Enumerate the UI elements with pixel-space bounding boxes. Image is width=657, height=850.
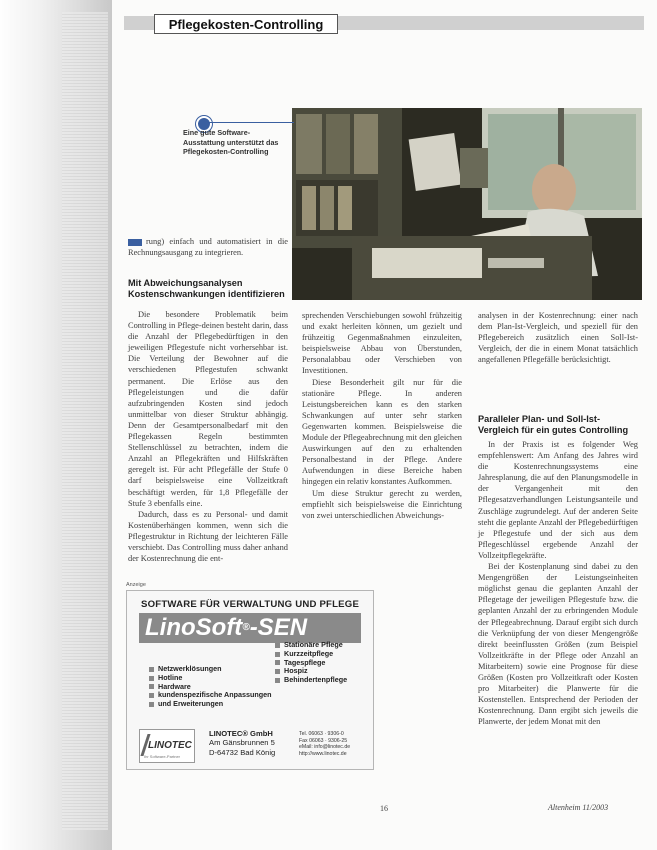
page-number: 16 — [380, 804, 388, 813]
col2-body — [302, 310, 462, 521]
ad-list-item: Hospiz — [275, 667, 347, 676]
page-edges — [62, 12, 108, 830]
col1-paragraph: Die besondere Problematik beim Controlling in Pflege-deinen besteht darin, dass die Anzahl der Pflegebedürftigen in den jeweiligen Pflegestufe nicht vorhersehbar ist. Die Verteilung der Bewohner auf die verschiedenen Pflegestufen schwankt permanent. Die Erlöse aus den Pflegeleistungen und die dafür aufzubringenden Kosten sind jedoch unmittelbar von dieser Struktur abhängig. Denn der Gesamtpersonalbedarf mit den Pflegekassen Regeln bestimmten Stellenschlüssel zu betrachten, indem die Anzahl an Pflegekräften und Hilfskräften geregelt ist. Für acht Pflegefälle der Stufe 0 darf beispielsweise eine Vollzeitkraft beschäftigt werden, für 1,8 Pflegefälle der Stufe 3 ebenfalls eine. — [128, 310, 288, 508]
col3-paragraph: analysen in der Kostenrechnung: einer nach dem Plan-Ist-Vergleich, und speziell für den Pflegebereich zusätzlich einen Soll-Ist-Vergleich, der die in einem Monat tatsächlich angefallenen Pflegefälle berücksichtigt. — [478, 311, 638, 365]
ad-list-item: Kurzzeitpflege — [275, 650, 347, 659]
ad-address — [209, 729, 275, 757]
ad-list-item: Hardware — [149, 683, 272, 692]
footer-source: Altenheim 11/2003 — [548, 803, 609, 812]
ad-label: Anzeige — [126, 582, 146, 588]
caption-leader-line — [208, 122, 294, 123]
logo-subtitle: Ihr Software-Partner — [144, 754, 181, 759]
section-title: Pflegekosten-Controlling — [154, 14, 338, 34]
ad-reg-mark: ® — [242, 622, 250, 633]
linotec-logo — [139, 729, 195, 763]
ad-email: eMail: info@linotec.de — [299, 744, 351, 751]
ad-street: Am Gänsbrunnen 5 — [209, 738, 275, 748]
ad-phone: Tel. 06063 · 9306-0 — [299, 731, 344, 737]
col2-paragraph: sprechenden Verschiebungen sowohl frühzeitig und exakt herleiten können, um gezielt und frühzeitig Gegenmaßnahmen einzuleiten, beispielsweise Abbau von Überstunden, Personalabbau oder Verschieben von Investitionen. — [302, 311, 462, 376]
linosoft-advertisement — [126, 590, 374, 770]
ad-fax: Fax 06063 · 9306-25 — [299, 737, 348, 744]
ad-list-item: kundenspezifische Anpassungen — [149, 691, 272, 700]
col1-intro: rung) einfach und automatisiert in die Rechnungsausgang zu integrieren. — [128, 237, 288, 258]
col3-paragraph: Bei der Kostenplanung sind dabei zu den Mengengrößen der Leistungseinheiten möglichst genau die geplanten Anzahl der Pflegetage der jeweiligen Pflegestufe bzw. die geplanten Anzahl der zu erbringenden Module der Pflegeabrechnung. Darauf ergibt sich durch die Verknüpfung der von dieser Mengengröße direkt beeinflussten Größen (zum Beispiel Vollzeitkräfte in der Pflege oder Anzahl an Mitarbeitern) sowie eine Prognose für diese Größen (Kosten pro Vollzeitkraft oder Kosten pro Mitarbeiter) die Planwerte für die Kostenstellen. Entsprechend der Perioden der Kostenrechnung. Dann ergibt sich jeweils die Planwerte, der jedem Monat mit den — [478, 562, 638, 727]
ad-brand — [139, 613, 361, 643]
ad-website: http://www.linotec.de — [299, 750, 347, 757]
col1-paragraph: Dadurch, dass es zu Personal- und damit Kostenüberhängen kommen, wenn sich die Pflegestruktur in Richtung der leichteren Fälle verschiebt. Das Controlling muss daher anhand der Kostenrechnung die ent- — [128, 509, 288, 564]
ad-company: LINOTEC® GmbH — [209, 729, 273, 738]
ad-features-list — [149, 665, 272, 709]
ad-contact — [299, 731, 350, 757]
col3-heading: Paralleler Plan- und Soll-Ist-Vergleich für ein gutes Controlling — [478, 414, 629, 435]
ad-list-item: Netzwerklösungen — [149, 665, 272, 674]
col1-heading: Mit Abweichungsanalysen Kostenschwankungen identifizieren — [128, 278, 285, 299]
col2-paragraph: Um diese Struktur gerecht zu werden, empfiehlt sich beispielsweise die Einrichtung von zwei unterschiedlichen Abweichungs- — [302, 488, 462, 520]
logo-text: LINOTEC — [148, 740, 192, 751]
photo-office-worker-icon — [292, 108, 642, 300]
continuation-marker-icon — [128, 239, 142, 246]
col1-body — [128, 309, 288, 564]
ad-list-item: Tagespflege — [275, 659, 347, 668]
ad-title: SOFTWARE FÜR VERWALTUNG UND PFLEGE — [141, 599, 360, 610]
ad-list-item: Hotline — [149, 674, 272, 683]
ad-services-list — [275, 641, 347, 685]
col2-paragraph: Diese Besonderheit gilt nur für die stationäre Pflege. In anderen Leistungsbereichen kann es den starken Schwankungen auf unter sehr starken Gegenwarten kommen. Beispielsweise die Module der Pflegeabrechnung mit den gleichen Auswirkungen auf den zu erhaltenden Personalbestand in der Pflege. Andere Aufwendungen in diese Bereiche haben hingegen ein relativ konstantes Aufkommen. — [302, 377, 462, 487]
col3-body — [478, 439, 638, 727]
ad-brand-name: LinoSoft — [145, 614, 243, 641]
office-photo — [292, 108, 642, 300]
col3-paragraph: In der Praxis ist es folgender Weg empfehlenswert: Am Anfang des Jahres wird die Kostenrechnungssystems eine Jahresplanung, die auf den Planungsmodelle in der Vergangenheit mit den Pflegesatzverhandlungen Leistungsanteile und Zuschläge zugrundelegt. Auf der anderen Seite steht die geplante Anzahl der Pflegebedürftigen je Pflegestufe und der sich aus dem Pflegeschlüssel ergebende Anzahl der Vollzeitpflegekräfte. — [478, 440, 638, 560]
photo-caption: Eine gute Software-Ausstattung unterstützt das Pflegekosten-Controlling — [183, 128, 279, 157]
ad-city: D-64732 Bad König — [209, 747, 276, 757]
ad-list-item: Behindertenpflege — [275, 676, 347, 685]
col3-intro — [478, 310, 638, 365]
ad-brand-suffix: -SEN — [249, 614, 308, 641]
ad-list-item: und Erweiterungen — [149, 700, 272, 709]
ad-list-item: Stationäre Pflege — [275, 641, 347, 650]
